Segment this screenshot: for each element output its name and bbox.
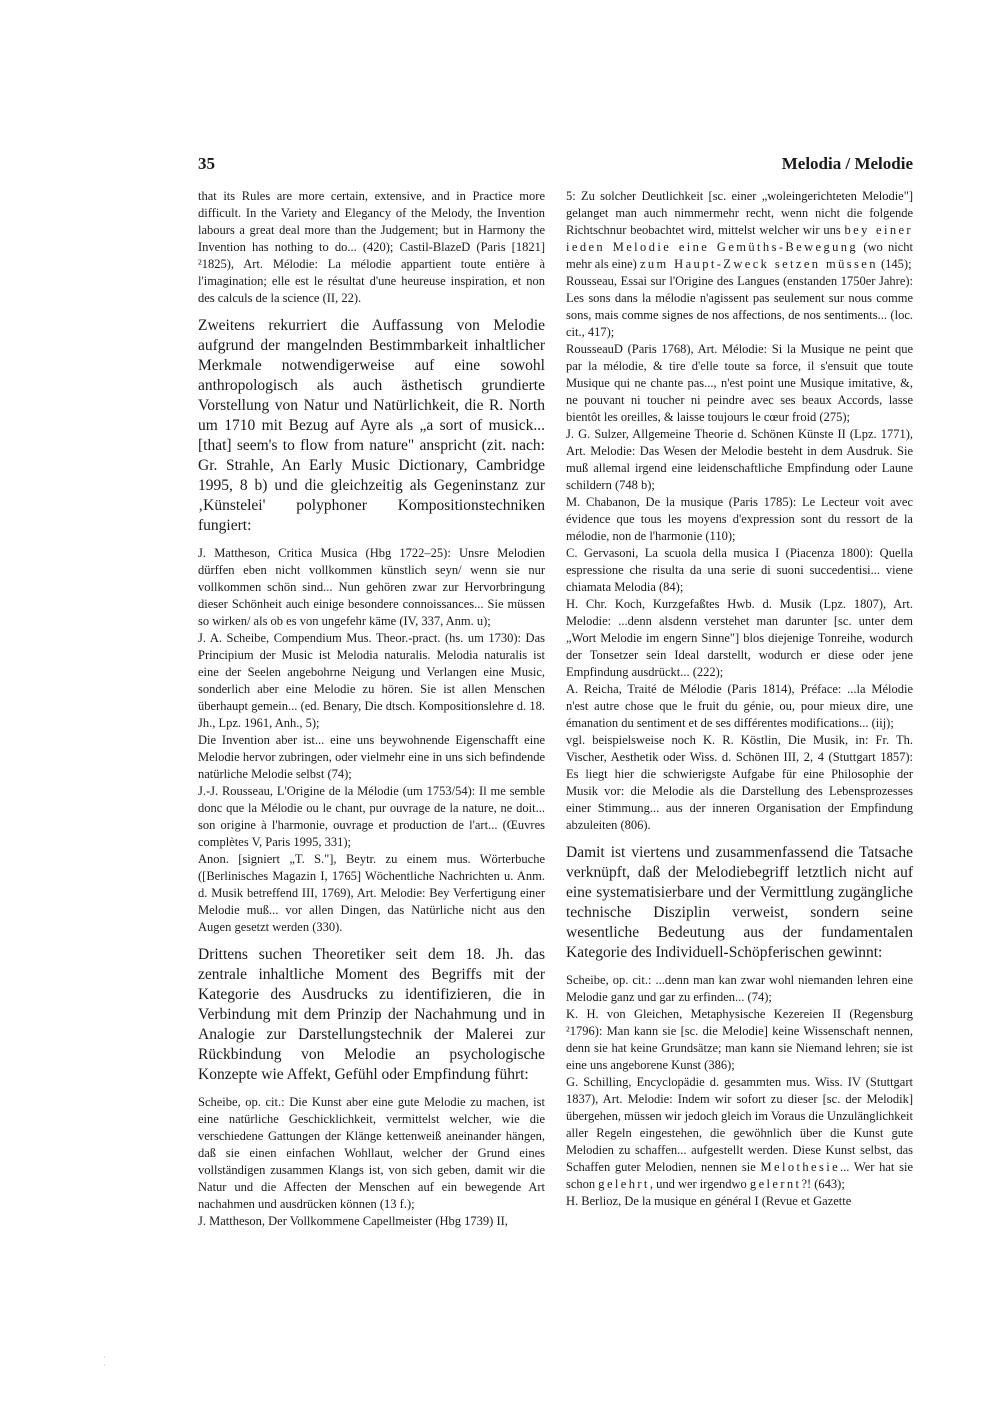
- citation-chabanon: M. Chabanon, De la musique (Paris 1785): Le Lecteur voit avec évidence que tous les moyens d'expression sont du ressort de la mélodie, non de l'harmonie (110);: [566, 495, 913, 543]
- page-number: 35: [198, 154, 215, 173]
- citation-berlioz: H. Berlioz, De la musique en général I (Revue et Gazette: [566, 1194, 852, 1208]
- page-header: [198, 154, 913, 180]
- citation-scheibe-erfinden: Scheibe, op. cit.: ...denn man kan zwar wohl niemanden lehren eine Melodie ganz und gar zu erfinden... (74);: [566, 973, 913, 1004]
- citation-mattheson-capellmeister: J. Mattheson, Der Vollkommene Capellmeister (Hbg 1739) II,: [198, 1214, 508, 1228]
- text-run: ... Wer hat sie schon: [566, 1160, 913, 1191]
- text-run: 5: Zu solcher Deutlichkeit [sc. einer „woleingerichteten Melodie"] gelanget man auch nimmermehr recht, wenn nicht die folgende Richtschnur beobachtet wird, mittelst welcher wir uns: [566, 189, 913, 237]
- citation-sulzer: J. G. Sulzer, Allgemeine Theorie d. Schönen Künste II (Lpz. 1771), Art. Melodie: Das Wesen der Melodie besteht in dem Ausdruk. Sie muß allemal irgend eine leidenschaftliche Empfindung oder Laune schildern (748 b);: [566, 427, 913, 492]
- text-run: , und wer irgendwo: [649, 1177, 747, 1191]
- citation-schilling: [566, 1074, 913, 1193]
- citation-koch: H. Chr. Koch, Kurzgefaßtes Hwb. d. Musik (Lpz. 1807), Art. Melodie: ...denn alsdenn verstehet man darunter [sc. unter dem „Wort Melodie im engern Sinne"] blos diejenige Tonreihe, wodurch der Tonsetzer sein Ideal darstellt, wodurch er diese oder jene Empfindung ausdrückt... (222);: [566, 597, 913, 679]
- citation-koestlin: vgl. beispielsweise noch K. R. Köstlin, Die Musik, in: Fr. Th. Vischer, Aesthetik oder Wiss. d. Schönen III, 2, 4 (Stuttgart 1857): Es liegt hier die schwierigste Aufgabe für eine Philosophie der Musik vor: die Melodie als die Darstellung des Lebensprozesses einer Stimmung... aus der inneren Organisation der Empfindung abzuleiten (806).: [566, 733, 913, 832]
- citation-gervasoni: C. Gervasoni, La scuola della musica I (Piacenza 1800): Quella espressione che risulta da una serie di suoni succedentisi... viene chiamata Melodia (84);: [566, 546, 913, 594]
- citation-anon-beytr: Anon. [signiert „T. S."], Beytr. zu einem mus. Wörterbuche ([Berlinisches Magazin I, 1765] Wöchentliche Nachrichten u. Anm. d. Musik betreffend III, 1769), Art. Melodie: Bey Verfertigung einer Melodie muß... vor allen Dingen, das Natürliche nicht aus den Augen gesetzt werden (330).: [198, 852, 545, 934]
- paragraph-viertens: Damit ist viertens und zusammenfassend die Tatsache verknüpft, daß der Melodiebegriff letztlich nicht auf eine systematisierbare und der Vermittlung zugängliche technische Disziplin verweist, sondern seine wesentliche Bedeutung aus der fundamentalen Kategorie des Individuell-Schöpferischen gewinnt:: [566, 844, 913, 961]
- citation-rousseau-origine: J.-J. Rousseau, L'Origine de la Mélodie (um 1753/54): Il me semble donc que la Mélodie ou le chant, pur ouvrage de la nature, ne doit... son origine à l'harmonie, ouvrage et production de l'art... (Œuvres complètes V, Paris 1995, 331);: [198, 784, 545, 849]
- text-run: ?! (643);: [801, 1177, 845, 1191]
- text-run: (wo nicht mehr als eine): [566, 240, 913, 271]
- left-column: [198, 188, 545, 1230]
- spaced-emphasis: zum Haupt-Zweck setzen müssen: [639, 257, 878, 271]
- citation-reicha: A. Reicha, Traité de Mélodie (Paris 1814), Préface: ...la Mélodie n'est autre chose que le fruit du génie, ou, pour mieux dire, une émanation du sentiment et de ses différentes modifications... (iij);: [566, 682, 913, 730]
- citation-scheibe-op-cit: Scheibe, op. cit.: Die Kunst aber eine gute Melodie zu machen, ist eine natürliche Geschicklichkeit, vermittelst welcher, wie die verschiedene Gattungen der Klänge kettenweiß aneinander hängen, daß sie einen einfachen Wohllaut, welcher der Grund eines vollständigen zusammen Klangs ist, von sich geben, damit wir die Natur und die Affecten der Menschen auf ein bewegende Art nachahmen und ausdrücken können (13 f.);: [198, 1095, 545, 1211]
- spaced-emphasis: bey einer ieden Melodie eine Gemüths-Bewegung: [566, 223, 913, 254]
- citation-invention: Die Invention aber ist... eine uns beywohnende Eigenschafft eine Melodie hervor zubringen, oder vielmehr eine in uns sich befindende natürliche Melodie selbst (74);: [198, 733, 545, 781]
- citation-gleichen: K. H. von Gleichen, Metaphysische Kezereien II (Regensburg ²1796): Man kann sie [sc. die Melodie] keine Wissenschaft nennen, denn sie hat keine Grundsätze; man kann sie Niemand lehren; sie ist eine uns angeborene Kunst (386);: [566, 1007, 913, 1072]
- paragraph-zweitens: Zweitens rekurriert die Auffassung von Melodie aufgrund der mangelnden Bestimmbarkeit inhaltlicher Merkmale notwendigerweise auf eine sowohl anthropologisch als auch ästhetisch grundierte Vorstellung von Natur und Natürlichkeit, die R. North um 1710 mit Bezug auf Ayre als „a sort of musick... [that] seem's to flow from nature" anspricht (zit. nach: Gr. Strahle, An Early Music Dictionary, Cambridge 1995, 8 b) und die gleichzeitig als Gegeninstanz zur ‚Künstelei' polyphoner Kompositionstechniken fungiert:: [198, 317, 545, 534]
- spaced-emphasis: gelernt: [749, 1177, 802, 1191]
- paragraph-drittens: Drittens suchen Theoretiker seit dem 18. Jh. das zentrale inhaltliche Moment des Begriffs mit der Kategorie des Ausdrucks zu identifizieren, die in Verbindung mit dem Prinzip der Nachahmung und in Analogie zur Darstellungstechnik der Malerei zur Rückbindung von Melodie an psychologische Konzepte wie Affekt, Gefühl oder Empfindung führt:: [198, 946, 545, 1083]
- citation-scheibe-compendium: J. A. Scheibe, Compendium Mus. Theor.-pract. (hs. um 1730): Das Principium der Music ist Melodia naturalis. Melodia naturalis ist eine der Seelen angebohrne Neigung und Verlangen eine Music, sonderlich aber eine Melodie zu hören. Sie ist allen Menschen überhaupt gemein... (ed. Benary, Die dtsch. Kompositionslehre d. 18. Jh., Lpz. 1961, Anh., 5);: [198, 631, 545, 730]
- citation-north-castil-blaze: that its Rules are more certain, extensive, and in Practice more difficult. In the Variety and Elegancy of the Melody, the Invention labours a great deal more than the Judgement; but in Harmony the Invention has nothing to do... (420); Castil-BlazeD (Paris [1821] ²1825), Art. Mélodie: La mélodie appartient toute entière à l'imagination; elle est le résultat d'une heureuse inspiration, et non des calculs de la science (II, 22).: [198, 189, 545, 305]
- text-run: G. Schilling, Encyclopädie d. gesammten mus. Wiss. IV (Stuttgart 1837), Art. Melodie: Indem wir sofort zu dieser [sc. der Melodik] übergehen, müssen wir jedoch gleich im Voraus die Unzulänglichkeit aller Regeln eingestehen, die gewöhnlich über die Kunst gute Melodien zu schaffen... aufgestellt werden. Diese Kunst selbst, das Schaffen guter Melodien, nennen sie: [566, 1075, 913, 1174]
- citation-mattheson-critica: J. Mattheson, Critica Musica (Hbg 1722–25): Unsre Melodien dürffen eben nicht vollkommen künstlich seyn/ wenn sie nur vollkommen schön sind... Nun gehören zwar zur Hervorbringung dieser Schönheit auch einige besondere connoissances... Sie müssen so wirken/ als ob es von ungefehr käme (IV, 337, Anm. u);: [198, 546, 545, 628]
- text-run: (145);: [881, 257, 912, 271]
- citation-rousseau-essai: Rousseau, Essai sur l'Origine des Langues (enstanden 1750er Jahre): Les sons dans la mélodie n'agissent pas seulement sur nous comme sons, mais comme signes de nos affections, de nos sentiments... (loc. cit., 417);: [566, 274, 913, 339]
- citation-mattheson-continued: [566, 188, 913, 273]
- running-title: Melodia / Melodie: [781, 154, 913, 173]
- scan-artifact-dots: · ·: [103, 1352, 106, 1370]
- spaced-emphasis: gelehrt: [598, 1177, 650, 1191]
- right-column: [566, 188, 913, 1210]
- citation-rousseau-dictionnaire: RousseauD (Paris 1768), Art. Mélodie: Si la Musique ne peint que par la mélodie, & tire d'elle toute sa force, il s'ensuit que toute Musique qui ne chante pas..., n'est point une Musique imitative, &, ne pouvant ni toucher ni peindre avec ses beaux Accords, lasse bientôt les oreilles, & laisse toujours le cœur froid (275);: [566, 342, 913, 424]
- spaced-emphasis: Melothesie: [760, 1160, 841, 1174]
